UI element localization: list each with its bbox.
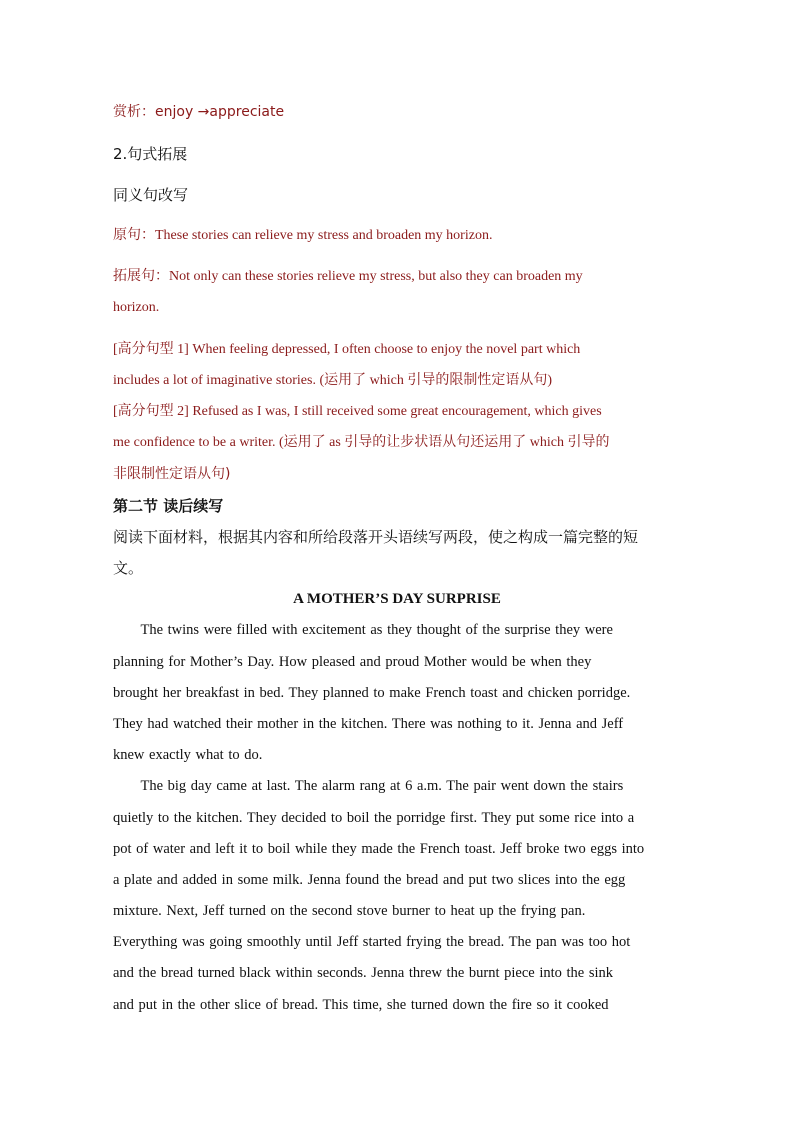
pattern-2-line-1: [高分句型 2] Refused as I was, I still received some great encouragement, which gives	[113, 404, 602, 419]
story-line: brought her breakfast in bed. They planned to make French toast and chicken porridge.	[113, 685, 631, 701]
heading-sentence-expansion: 2.句式拓展	[113, 145, 188, 163]
story-line: and put in the other slice of bread. This time, she turned down the fire so it cooked	[113, 997, 609, 1013]
instruction-line-1: 阅读下面材料，根据其内容和所给段落开头语续写两段，使之构成一篇完整的短	[113, 528, 639, 546]
instruction-line-2: 文。	[113, 559, 144, 577]
pattern-1-line-1: [高分句型 1] When feeling depressed, I often choose to enjoy the novel part which	[113, 342, 581, 357]
story-line: a plate and added in some milk. Jenna found the bread and put two slices into the egg	[113, 872, 626, 888]
story-line: planning for Mother’s Day. How pleased and proud Mother would be when they	[113, 654, 592, 670]
story-title: A MOTHER’S DAY SURPRISE	[293, 591, 501, 607]
pattern-2-line-3: 非限制性定语从句)	[113, 466, 231, 482]
story-line: mixture. Next, Jeff turned on the second stove burner to heat up the frying pan.	[113, 903, 586, 919]
story-line: quietly to the kitchen. They decided to boil the porridge first. They put some rice into a	[113, 810, 635, 826]
pattern-1-line-2: includes a lot of imaginative stories. (运用了 which 引导的限制性定语从句)	[113, 373, 552, 388]
pattern-2-line-2: me confidence to be a writer. (运用了 as 引导的让步状语从句还运用了 which 引导的	[113, 435, 610, 450]
heading-synonym-rewrite: 同义句改写	[113, 186, 189, 204]
expanded-sentence-line-2: horizon.	[113, 300, 160, 315]
expanded-sentence-line-1: 拓展句：Not only can these stories relieve my stress, but also they can broaden my	[113, 269, 583, 284]
story-line: knew exactly what to do.	[113, 747, 263, 763]
original-sentence: 原句：These stories can relieve my stress and broaden my horizon.	[113, 228, 493, 243]
story-line: pot of water and left it to boil while they made the French toast. Jeff broke two eggs into	[113, 841, 645, 857]
appreciation-line: 赏析：enjoy →appreciate	[113, 104, 285, 120]
story-line: They had watched their mother in the kitchen. There was nothing to it. Jenna and Jeff	[113, 716, 624, 732]
story-line: The twins were filled with excitement as they thought of the surprise they were	[113, 622, 613, 638]
story-line: Everything was going smoothly until Jeff started frying the bread. The pan was too hot	[113, 934, 631, 950]
section-2-heading: 第二节 读后续写	[113, 497, 224, 515]
story-line: The big day came at last. The alarm rang at 6 a.m. The pair went down the stairs	[113, 778, 624, 794]
story-line: and the bread turned black within seconds. Jenna threw the burnt piece into the sink	[113, 965, 614, 981]
